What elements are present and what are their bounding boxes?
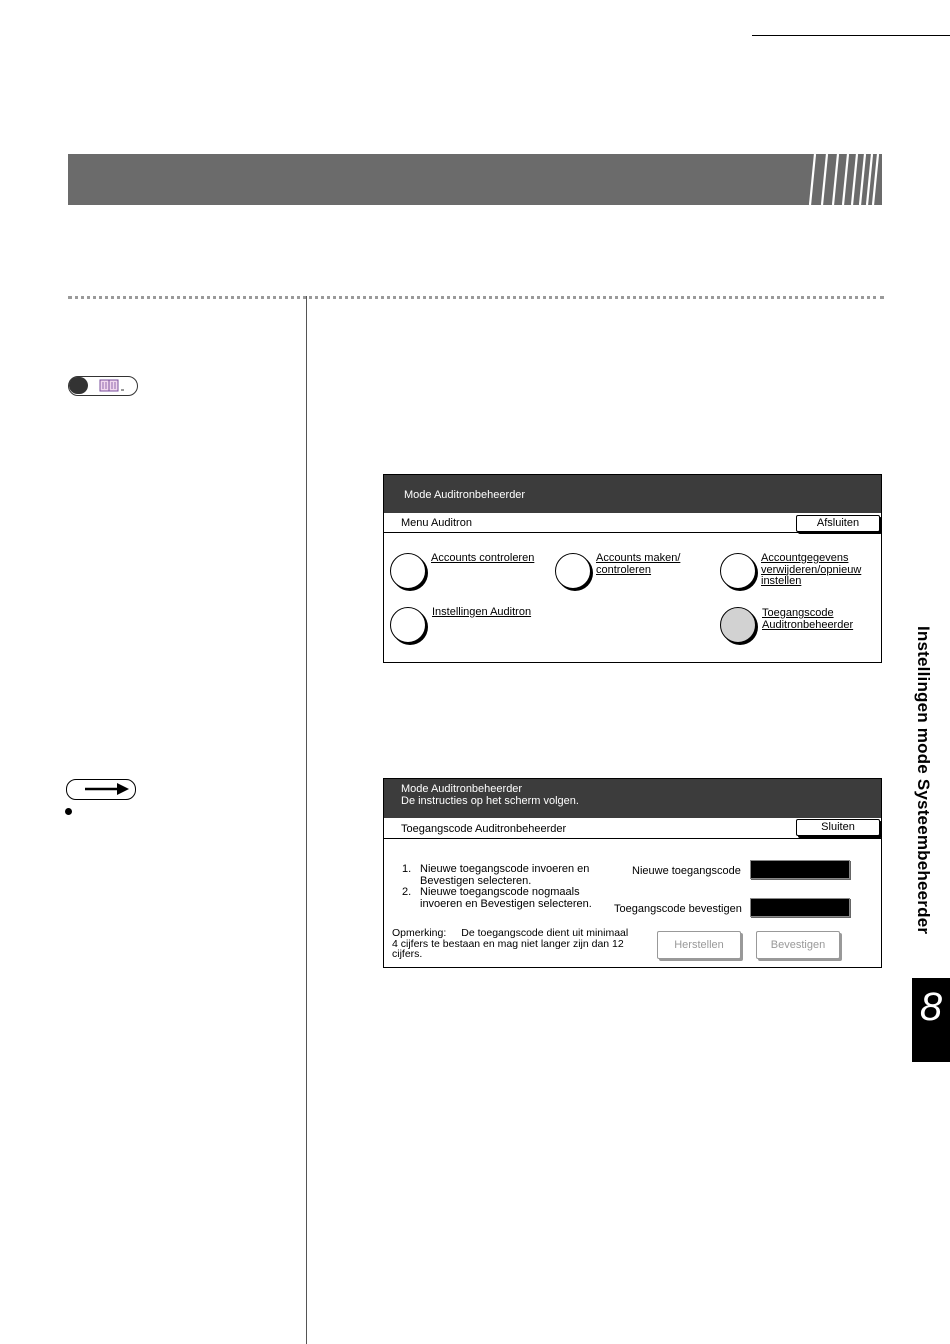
accounts-create-button[interactable]	[555, 553, 591, 589]
chapter-side-title: Instellingen mode Systeembeheerder	[914, 626, 933, 935]
bullet-dot	[65, 808, 72, 815]
panel-title: Mode Auditronbeheerder	[404, 489, 526, 501]
option-label-accounts-create[interactable]: Accounts maken/ controleren	[596, 552, 681, 576]
accounts-check-button[interactable]	[390, 553, 426, 589]
remark: Opmerking: De toegangscode dient uit minimaal 4 cijfers te bestaan en mag niet langer zijn dan 12 cijfers.	[392, 927, 629, 960]
chapter-number: 8	[912, 978, 950, 1062]
panel-title: Mode Auditronbeheerder	[401, 783, 523, 795]
account-data-reset-button[interactable]	[720, 553, 756, 589]
option-label-accounts-check[interactable]: Accounts controleren	[431, 552, 535, 564]
auditron-settings-button[interactable]	[390, 607, 426, 643]
note-badge	[66, 779, 136, 800]
confirm-code-label: Toegangscode bevestigen	[614, 903, 742, 915]
close-button[interactable]: Sluiten	[796, 819, 880, 836]
step-list	[402, 864, 592, 910]
panel-header	[384, 475, 881, 513]
arrow-right-icon	[71, 781, 131, 797]
confirm-code-field[interactable]	[750, 898, 850, 917]
confirm-button[interactable]: Bevestigen	[756, 931, 840, 959]
step-2: 2. Nieuwe toegangscode nogmaals invoeren en Bevestigen selecteren.	[402, 886, 592, 910]
option-label-admin-passcode[interactable]: Toegangscode Auditronbeheerder	[762, 607, 854, 631]
reference-badge	[68, 376, 138, 396]
panel-header	[384, 779, 881, 818]
panel-subtitle: Toegangscode Auditronbeheerder	[401, 823, 567, 835]
remark-label: Opmerking:	[392, 927, 447, 939]
option-label-account-data-reset[interactable]: Accountgegevens verwijderen/opnieuw instellen	[761, 552, 862, 587]
panel-subtitle: Menu Auditron	[401, 517, 472, 529]
book-icon	[99, 379, 125, 393]
header-rule	[752, 35, 950, 36]
reset-button[interactable]: Herstellen	[657, 931, 741, 959]
column-divider	[306, 296, 307, 1344]
passcode-panel	[383, 778, 882, 968]
section-title-bar	[68, 154, 882, 205]
dotted-divider	[68, 296, 884, 299]
new-code-field[interactable]	[750, 860, 850, 879]
stripes-decoration	[798, 154, 882, 205]
step-1: 1. Nieuwe toegangscode invoeren en Bevestigen selecteren.	[402, 863, 590, 887]
admin-passcode-button[interactable]	[720, 607, 756, 643]
auditron-menu-panel	[383, 474, 882, 663]
option-label-auditron-settings[interactable]: Instellingen Auditron	[432, 606, 532, 618]
panel-instruction: De instructies op het scherm volgen.	[401, 795, 579, 807]
new-code-label: Nieuwe toegangscode	[632, 865, 741, 877]
close-button[interactable]: Afsluiten	[796, 515, 880, 532]
reference-dot	[69, 377, 88, 394]
